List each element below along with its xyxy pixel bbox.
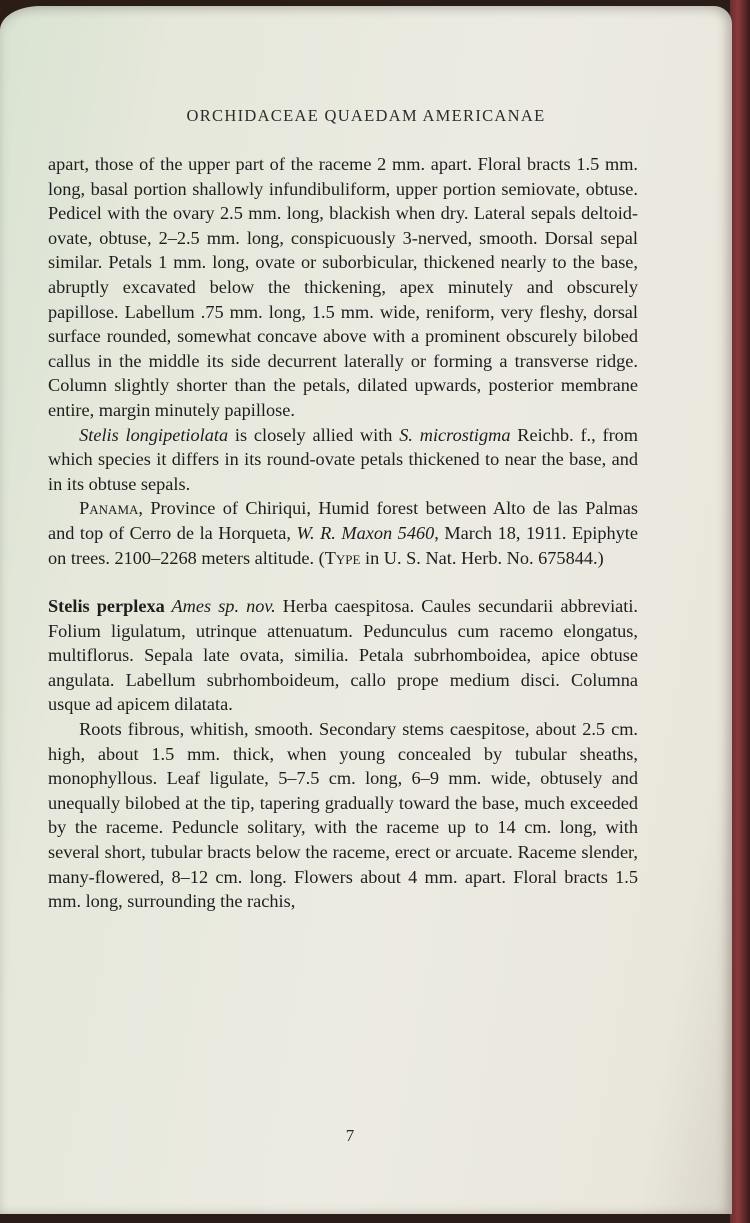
locality-text-c: in U. S. Nat. Herb. No. 675844.) [360,547,604,568]
paragraph-comparison [48,423,638,497]
page-number: 7 [345,1126,355,1145]
locality-text-a: , Province of Chiriqui, Humid forest between Alto de las Palmas and top of Cerro de la Horqueta, [48,498,638,543]
comparison-text-a: is closely allied with [228,424,400,445]
text-block [48,152,638,914]
book-page [0,6,732,1214]
locality-text-b: , March 18, 1911. Epiphyte on trees. 2100–2268 meters altitude. ( [48,522,638,568]
collector-citation: W. R. Maxon 5460 [296,522,435,543]
species-author: Ames sp. nov. [164,596,276,617]
comparison-text-b: Reichb. f., from which species it differs in its round-ovate petals thickened to near the base, and in its obtuse sepals. [48,424,639,494]
book-spine-edge [730,0,750,1223]
paragraph-description: Roots fibrous, whitish, smooth. Secondary stems caespitose, about 2.5 cm. high, about 1.5 mm. thick, when young concealed by tubular sheaths, monophyllous. Leaf ligulate, 5–7.5 cm. long, 6–9 mm. wide, obtusely and unequally bilobed at the tip, tapering gradually toward the base, much exceeded by the raceme. Peduncle solitary, with the raceme up to 14 cm. long, with several short, tubular bracts below the raceme, erect or arcuate. Raceme slender, many-flowered, 8–12 cm. long. Flowers about 4 mm. apart. Floral bracts 1.5 mm. long, surrounding the rachis, [48,719,638,912]
latin-diagnosis: Herba caespitosa. Caules secundarii abbreviati. Folium ligulatum, utrinque attenuatum. Pedunculus cum racemo elongatus, multiflorus. Sepala late ovata, similia. Petala subrhomboidea, apice obtuse angulata. Labellum subrhomboideum, callo prope medium disci. Columna usque ad apicem dilatata. [48,596,638,715]
paragraph-new-species [48,594,638,717]
type-label: Type [324,547,361,568]
paragraph-locality [48,496,638,570]
locality-region: Panama [79,498,139,519]
species-name-microstigma: S. microstigma [399,424,511,445]
species-name-longipetiolata: Stelis longipetiolata [79,424,229,445]
paragraph-description-continued: apart, those of the upper part of the raceme 2 mm. apart. Floral bracts 1.5 mm. long, basal portion shallowly infundibuliform, upper portion semiovate, obtuse. Pedicel with the ovary 2.5 mm. long, blackish when dry. Lateral sepals deltoid-ovate, obtuse, 2–2.5 mm. long, conspicuously 3-nerved, smooth. Dorsal sepal similar. Petals 1 mm. long, ovate or suborbicular, thickened nearly to the base, abruptly excavated below the thickening, apex minutely and obscurely papillose. Labellum .75 mm. long, 1.5 mm. wide, reniform, very fleshy, dorsal surface rounded, somewhat concave above with a prominent obscurely bilobed callus in the middle its side decurrent laterally or forming a transverse ridge. Column slightly shorter than the petals, dilated upwards, posterior membrane entire, margin minutely papillose. [48,154,638,420]
species-heading: Stelis perplexa [48,596,165,617]
section-gap [48,570,638,594]
running-head: ORCHIDACEAE QUAEDAM AMERICANAE [186,106,546,125]
